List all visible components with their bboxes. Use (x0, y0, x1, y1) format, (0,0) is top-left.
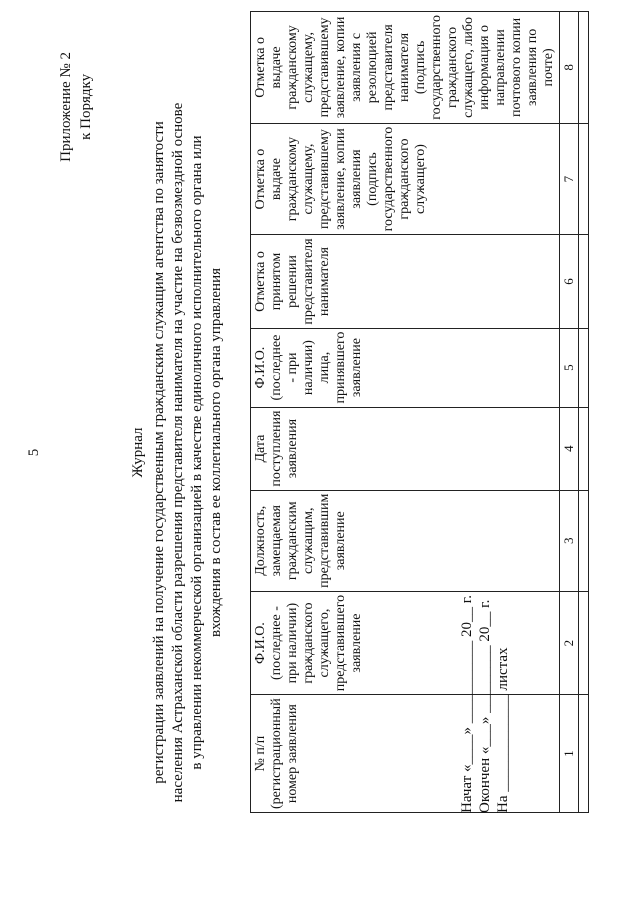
column-number: 7 (560, 123, 579, 235)
header-cell: Ф.И.О. (последнее - при наличии) гражданского служащего, представившего заявление (251, 591, 560, 694)
empty-cell (579, 407, 589, 490)
started-line: Начат «____» ___________ 20__ г. (459, 595, 475, 813)
journal-table (250, 11, 589, 813)
empty-cell (579, 591, 589, 694)
header-cell: Отметка о выдаче гражданскому служащему, представившему заявление, копии заявления с резолюцией представителя нанимателя (подпись государственного гражданского служащего, либо информация о направлении почтового копии заявления по почте) (251, 12, 560, 124)
column-number: 1 (560, 695, 579, 813)
table-number-row (560, 12, 579, 813)
header-cell: Отметка о выдаче гражданскому служащему, представившему заявление, копии заявления (подпись государственного гражданского служащего) (251, 123, 560, 235)
column-number: 3 (560, 490, 579, 591)
column-number: 2 (560, 591, 579, 694)
empty-cell (579, 123, 589, 235)
header-cell: Дата поступления заявления (251, 407, 560, 490)
header-cell: № п/п (регистрационный номер заявления (251, 695, 560, 813)
table-empty-row (579, 12, 589, 813)
appendix-line-1: Приложение № 2 (58, 52, 74, 162)
column-number: 4 (560, 407, 579, 490)
header-cell: Ф.И.О. (последнее - при наличии) лица, принявшего заявление (251, 328, 560, 407)
empty-cell (579, 490, 589, 591)
journal-subtitle: регистрации заявлений на получение государственным гражданским служащим агентства по занятости населения Астраханской области разрешения представителя нанимателя на участие на безвозмездной основе в управлении некоммерческой организацией в качестве единоличного исполнительного органа или вхождения в состав ее коллегиального органа управления (151, 102, 224, 803)
appendix-line-2: к Порядку (78, 73, 94, 140)
header-cell: Отметка о принятом решении представителя нанимателя (251, 235, 560, 328)
empty-cell (579, 12, 589, 124)
ended-line: Окончен «___» _________ 20__ г. (477, 599, 493, 813)
appendix-label (56, 52, 96, 162)
column-number: 6 (560, 235, 579, 328)
header-cell: Должность, замещаемая гражданским служащим, представившим заявление (251, 490, 560, 591)
column-number: 5 (560, 328, 579, 407)
page-number: 5 (26, 448, 42, 457)
journal-footer (458, 595, 512, 813)
journal-title: Журнал (130, 427, 146, 478)
empty-cell (579, 235, 589, 328)
empty-cell (579, 695, 589, 813)
table-header-row (251, 12, 560, 813)
sheets-line: На _____________ листах (495, 647, 511, 813)
column-number: 8 (560, 12, 579, 124)
empty-cell (579, 328, 589, 407)
